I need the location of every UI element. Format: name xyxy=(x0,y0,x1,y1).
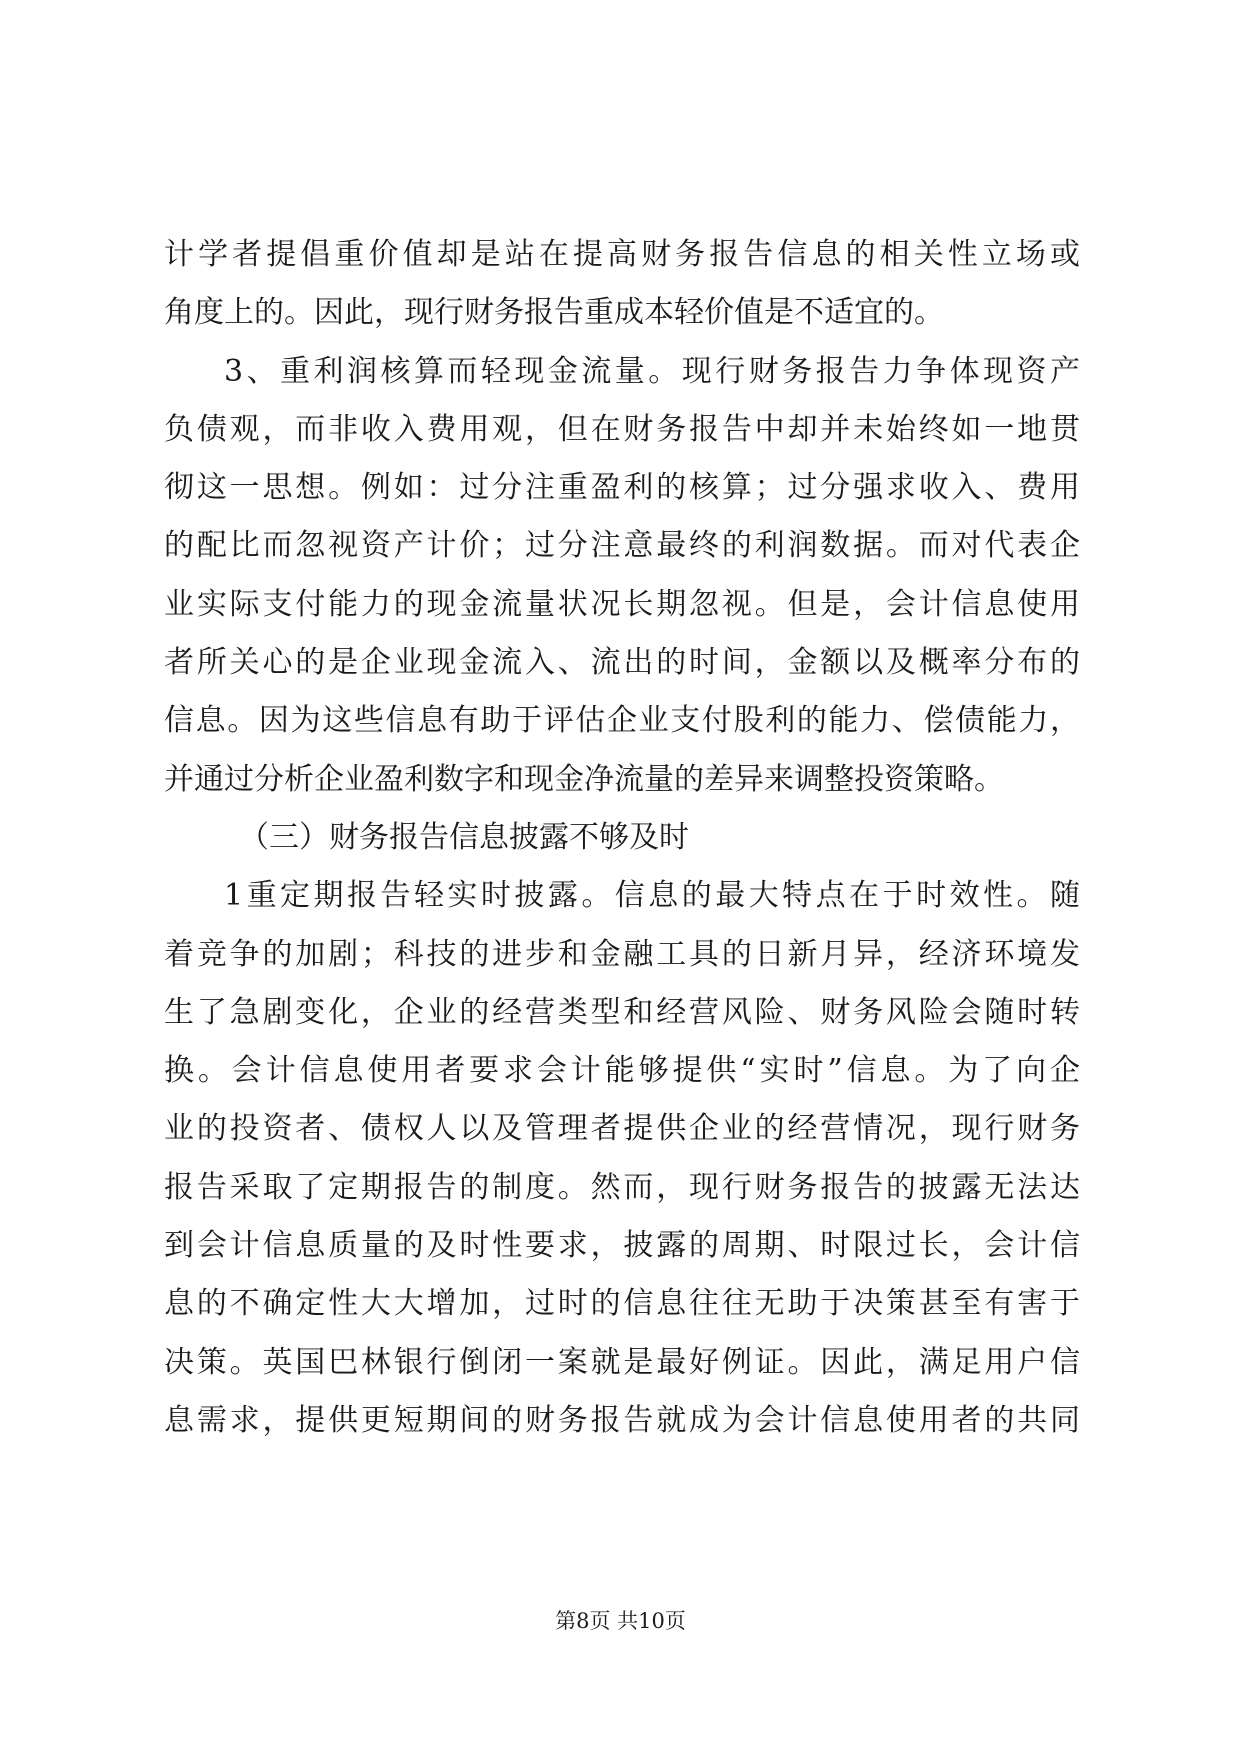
paragraph-line: 息需求，提供更短期间的财务报告就成为会计信息使用者的共同 xyxy=(164,1402,1080,1438)
paragraph-line: 1重定期报告轻实时披露。信息的最大特点在于时效性。随 xyxy=(224,878,1080,914)
paragraph-line: 息的不确定性大大增加，过时的信息往往无助于决策甚至有害于 xyxy=(164,1286,1080,1322)
paragraph-line: 角度上的。因此，现行财务报告重成本轻价值是不适宜的。 xyxy=(164,295,944,331)
paragraph-line: 并通过分析企业盈利数字和现金净流量的差异来调整投资策略。 xyxy=(164,761,1004,797)
paragraph-line: 负债观，而非收入费用观，但在财务报告中却并未始终如一地贯 xyxy=(164,411,1080,447)
paragraph-line: 业实际支付能力的现金流量状况长期忽视。但是，会计信息使用 xyxy=(164,586,1080,622)
page-number-footer: 第8页 共10页 xyxy=(555,1609,686,1633)
paragraph-line: 3、重利润核算而轻现金流量。现行财务报告力争体现资产 xyxy=(224,353,1080,389)
paragraph-line: 着竞争的加剧；科技的进步和金融工具的日新月异，经济环境发 xyxy=(164,936,1080,972)
paragraph-line: 的配比而忽视资产计价；过分注意最终的利润数据。而对代表企 xyxy=(164,528,1080,564)
paragraph-line: 业的投资者、债权人以及管理者提供企业的经营情况，现行财务 xyxy=(164,1111,1080,1147)
paragraph-line: 生了急剧变化，企业的经营类型和经营风险、财务风险会随时转 xyxy=(164,994,1080,1030)
paragraph-line: 换。会计信息使用者要求会计能够提供“实时”信息。为了向企 xyxy=(164,1053,1080,1089)
paragraph-line: 彻这一思想。例如：过分注重盈利的核算；过分强求收入、费用 xyxy=(164,470,1080,506)
paragraph-line: 到会计信息质量的及时性要求，披露的周期、时限过长，会计信 xyxy=(164,1228,1080,1264)
section-heading: （三）财务报告信息披露不够及时 xyxy=(239,819,689,855)
paragraph-line: 者所关心的是企业现金流入、流出的时间，金额以及概率分布的 xyxy=(164,645,1080,681)
paragraph-line: 信息。因为这些信息有助于评估企业支付股利的能力、偿债能力， xyxy=(164,703,1080,739)
paragraph-line: 决策。英国巴林银行倒闭一案就是最好例证。因此，满足用户信 xyxy=(164,1344,1080,1380)
paragraph-line: 报告采取了定期报告的制度。然而，现行财务报告的披露无法达 xyxy=(164,1169,1080,1205)
paragraph-line: 计学者提倡重价值却是站在提高财务报告信息的相关性立场或 xyxy=(164,237,1080,272)
document-body xyxy=(164,226,1080,1450)
